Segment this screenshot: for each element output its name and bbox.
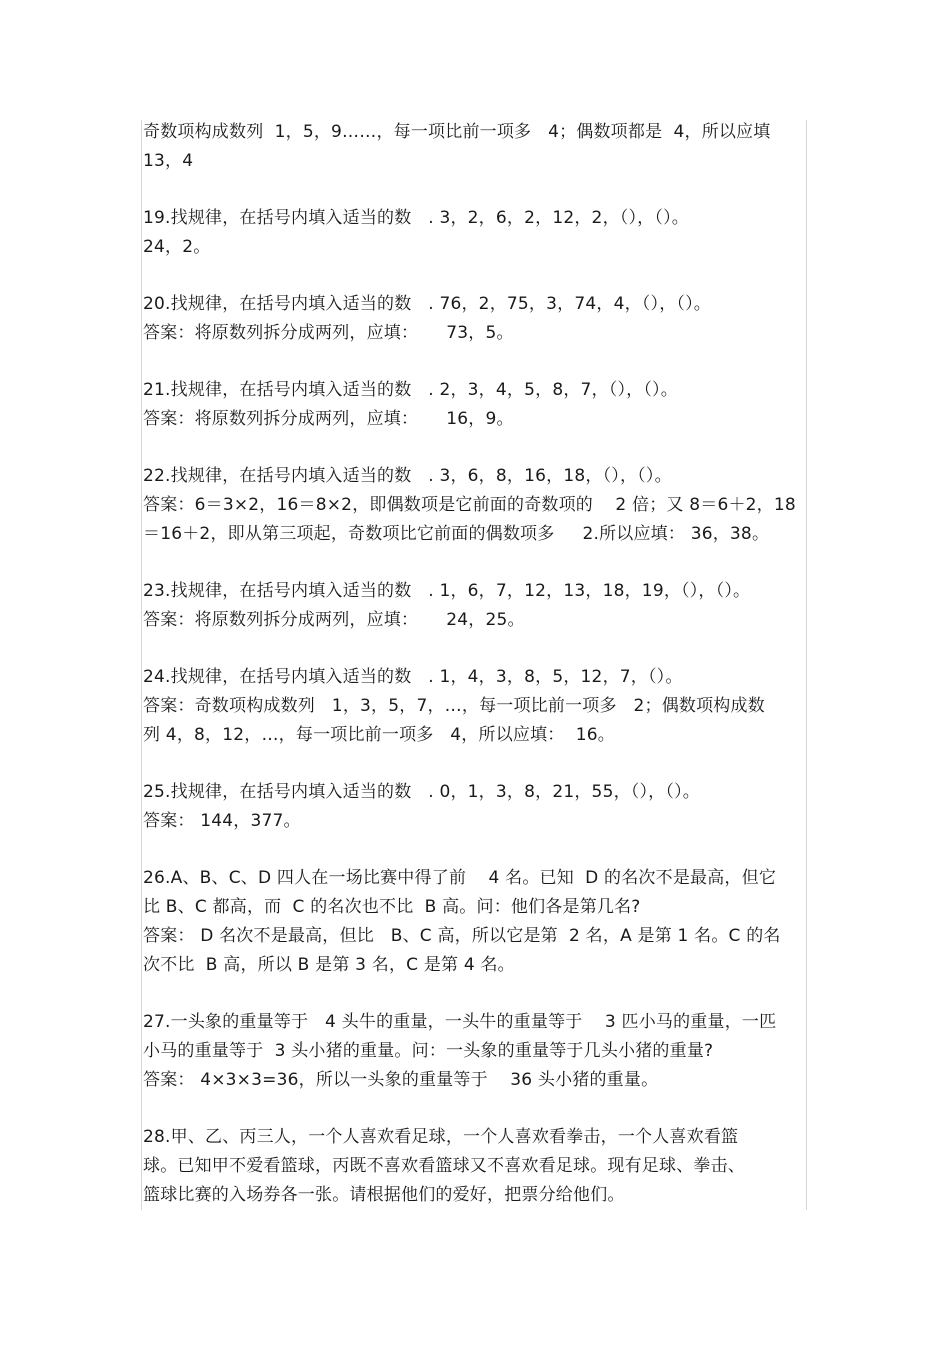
page-border-left [141, 120, 142, 1210]
text-line: 奇数项构成数列 1，5，9……，每一项比前一项多 4；偶数项都是 4，所以应填 [143, 122, 771, 142]
question-21: 21.找规律，在括号内填入适当的数 . 2，3，4，5，8，7，（），（）。 [143, 380, 678, 400]
question-20: 20.找规律，在括号内填入适当的数 . 76，2，75，3，74，4，（），（）。 [143, 294, 711, 314]
answer-20: 答案：将原数列拆分成两列，应填： 73，5。 [143, 323, 514, 343]
answer-26: 答案： D 名次不是最高，但比 B、C 高，所以它是第 2 名，A 是第 1 名。C 的名 [143, 926, 781, 946]
question-27-cont: 小马的重量等于 3 头小猪的重量。问：一头象的重量等于几头小猪的重量? [143, 1041, 714, 1061]
answer-22: 答案：6＝3×2，16＝8×2，即偶数项是它前面的奇数项的 2 倍；又 8＝6＋2，18 [143, 495, 796, 515]
answer-23: 答案：将原数列拆分成两列，应填： 24，25。 [143, 610, 525, 630]
question-25: 25.找规律，在括号内填入适当的数 . 0，1，3，8，21，55，（），（）。 [143, 782, 700, 802]
question-22: 22.找规律，在括号内填入适当的数 . 3，6，8，16，18，（），（）。 [143, 466, 672, 486]
question-26: 26.A、B、C、D 四人在一场比赛中得了前 4 名。已知 D 的名次不是最高，但它 [143, 868, 777, 888]
question-23: 23.找规律，在括号内填入适当的数 . 1，6，7，12，13，18，19，（），（）。 [143, 581, 751, 601]
answer-27: 答案： 4×3×3=36，所以一头象的重量等于 36 头小猪的重量。 [143, 1070, 659, 1090]
document-body [143, 118, 807, 1210]
question-28: 28.甲、乙、丙三人，一个人喜欢看足球，一个人喜欢看拳击，一个人喜欢看篮 [143, 1127, 739, 1147]
question-19: 19.找规律，在括号内填入适当的数 . 3，2，6，2，12，2，（），（）。 [143, 208, 689, 228]
question-24: 24.找规律，在括号内填入适当的数 . 1，4，3，8，5，12，7，（）。 [143, 667, 683, 687]
question-28-cont2: 篮球比赛的入场券各一张。请根据他们的爱好，把票分给他们。 [143, 1185, 625, 1205]
answer-26-cont: 次不比 B 高，所以 B 是第 3 名，C 是第 4 名。 [143, 955, 515, 975]
question-27: 27.一头象的重量等于 4 头牛的重量，一头牛的重量等于 3 匹小马的重量，一匹 [143, 1012, 777, 1032]
answer-19: 24，2。 [143, 237, 211, 257]
answer-25: 答案： 144，377。 [143, 811, 301, 831]
question-26-cont: 比 B、C 都高，而 C 的名次也不比 B 高。问：他们各是第几名? [143, 897, 641, 917]
answer-24: 答案：奇数项构成数列 1，3，5，7，…，每一项比前一项多 2；偶数项构成数 [143, 696, 765, 716]
answer-21: 答案：将原数列拆分成两列，应填： 16，9。 [143, 409, 514, 429]
question-28-cont: 球。已知甲不爱看篮球，丙既不喜欢看篮球又不喜欢看足球。现有足球、拳击、 [143, 1156, 745, 1176]
answer-24-cont: 列 4，8，12，…，每一项比前一项多 4，所以应填： 16。 [143, 725, 615, 745]
text-line: 13，4 [143, 151, 194, 171]
answer-22-cont: ＝16＋2，即从第三项起，奇数项比它前面的偶数项多 2.所以应填： 36，38。 [143, 524, 770, 544]
